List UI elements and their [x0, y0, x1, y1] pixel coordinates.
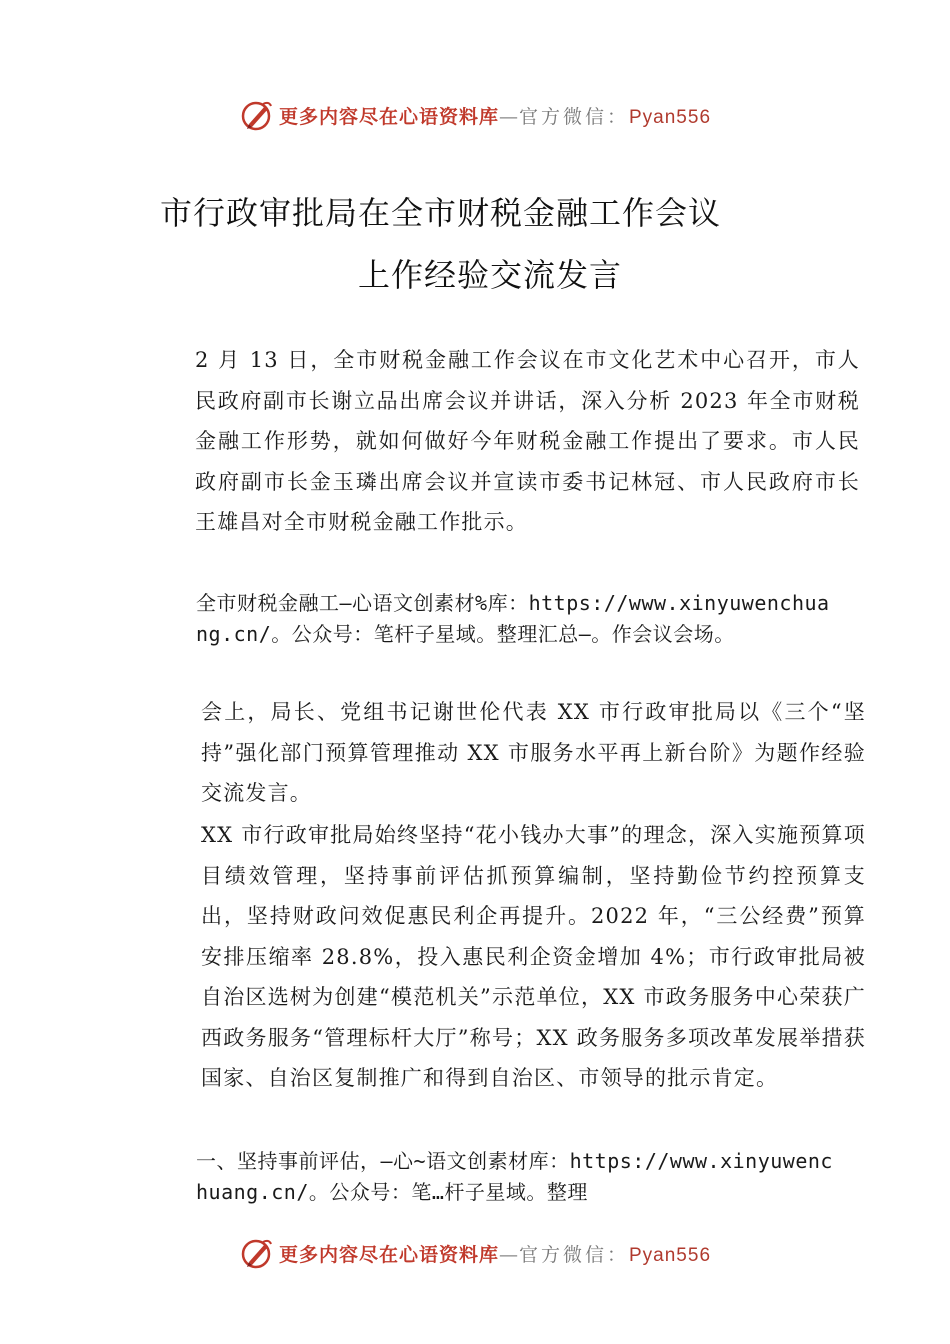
banner-separator: — — [498, 1243, 519, 1266]
pen-logo-icon — [239, 97, 275, 133]
paragraph-3: XX 市行政审批局始终坚持“花小钱办大事”的理念，深入实施预算项目绩效管理，坚持事前评估抓预算编制，坚持勤俭节约控预算支出，坚持财政问效促惠民利企再提升。2022 年，“三公经费”预算安排压缩率 28.8%，投入惠民利企资金增加 4%；市行政审批局被自治区选树为创建“模范机关”示范单位，XX 市政务服务中心荣获广西政务服务“管理标杆大厅”称号；XX 政务服务多项改革发展举措获国家、自治区复制推广和得到自治区、市领导的批示肯定。 — [201, 823, 866, 1090]
inserted-note-1: 全市财税金融工—心语文创素材%库：https://www.xinyuwenchuang.cn/。公众号：笔杆子星域。整理汇总—。作会议会场。 — [196, 591, 830, 646]
pen-logo-icon — [239, 1235, 275, 1271]
banner-main-text: 更多内容尽在心语资料库 — [278, 105, 499, 128]
title-line-2: 上作经验交流发言 — [357, 256, 622, 294]
title-line-1: 市行政审批局在全市财税金融工作会议 — [160, 194, 722, 232]
banner-label: 官方微信： — [518, 105, 629, 128]
banner-separator: — — [498, 105, 519, 128]
paragraph-1: 2 月 13 日，全市财税金融工作会议在市文化艺术中心召开，市人民政府副市长谢立品出席会议并讲话，深入分析 2023 年全市财税金融工作形势，就如何做好今年财税金融工作提出了要求。市人民政府副市长金玉璘出席会议并宣读市委书记林冠、市人民政府市长王雄昌对全市财税金融工作批示。 — [195, 348, 860, 534]
banner-main-text: 更多内容尽在心语资料库 — [278, 1243, 499, 1266]
banner-label: 官方微信： — [518, 1243, 629, 1266]
banner-account: Pyan556 — [629, 1244, 712, 1266]
banner-account: Pyan556 — [629, 106, 712, 128]
header-banner — [0, 93, 950, 137]
paragraph-2: 会上，局长、党组书记谢世伦代表 XX 市行政审批局以《三个“坚持”强化部门预算管理推动 XX 市服务水平再上新台阶》为题作经验交流发言。 — [201, 700, 866, 805]
inserted-note-2: 一、坚持事前评估，—心~语文创素材库：https://www.xinyuwenchuang.cn/。公众号：笔…杆子星域。整理 — [196, 1149, 833, 1204]
footer-banner — [0, 1231, 950, 1275]
